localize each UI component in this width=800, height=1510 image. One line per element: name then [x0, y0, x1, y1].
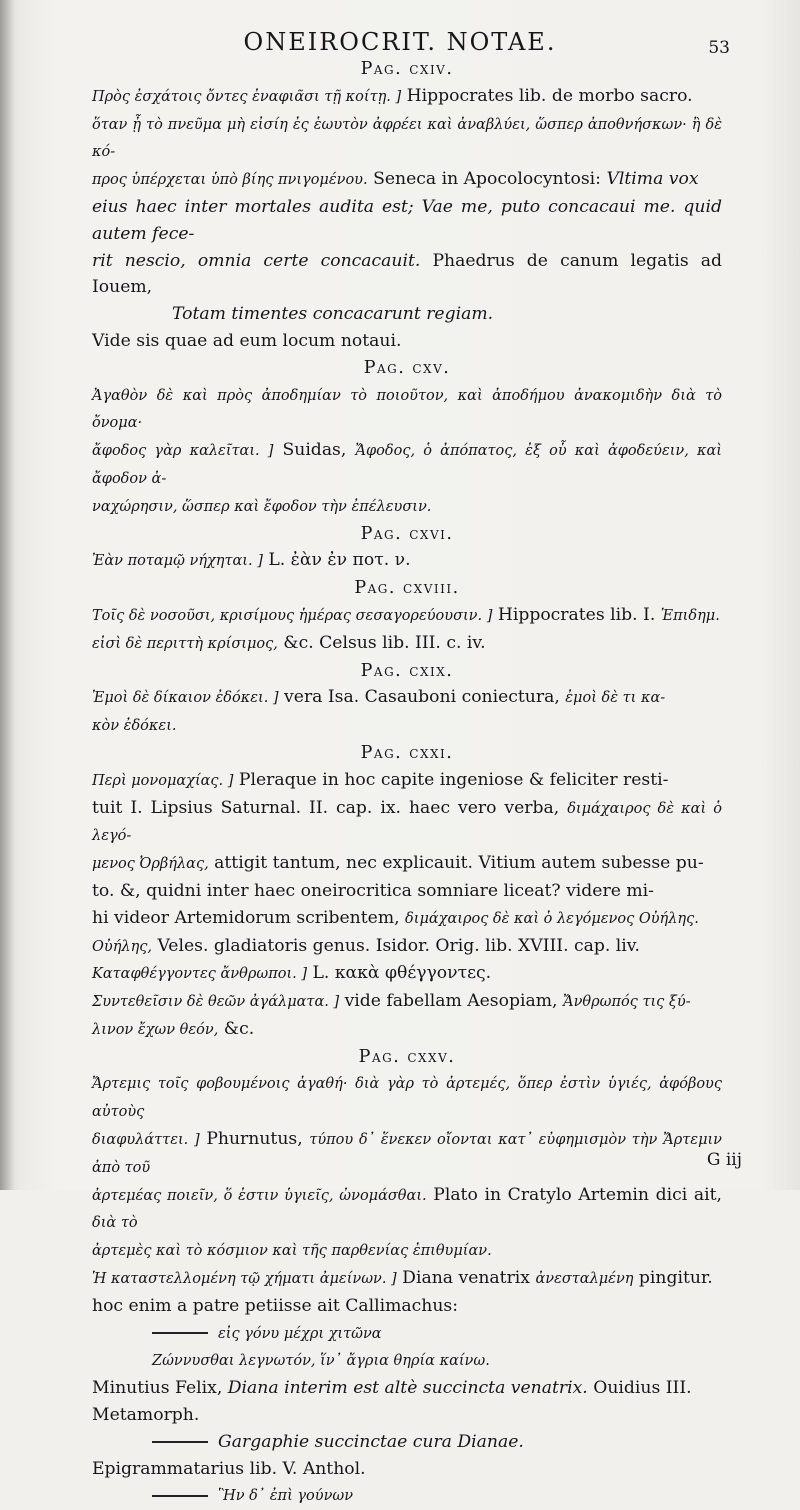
note-line [92, 1182, 722, 1238]
greek-lemma: μενος Ὀρβήλας, [92, 856, 209, 873]
note-line [92, 850, 722, 878]
note-line [92, 878, 722, 905]
note-line [92, 111, 722, 167]
greek-verse: εἰς γόνυ μέχρι χιτῶνα [218, 1325, 382, 1342]
latin-commentary: Pleraque in hoc capite ingeniose & feliciter resti- [233, 769, 669, 790]
note-line [92, 194, 722, 248]
note-line [92, 988, 722, 1016]
notes-body [92, 56, 722, 1510]
greek-lemma: Συντεθεῖσιν δὲ θεῶν ἀγάλματα. ] [92, 994, 340, 1011]
verse-rule [152, 1495, 208, 1497]
verse-rule [152, 1441, 208, 1443]
greek-lemma: εἰσὶ δὲ περιττὴ κρίσιμος, [92, 635, 278, 652]
greek-lemma: ἄφοδος γὰρ καλεῖται. ] [92, 443, 274, 460]
latin-commentary: Metamorph. [92, 1405, 200, 1426]
greek-lemma: Πρὸς ἐσχάτοις ὄντες ἐναφιᾶσι τῇ κοίτῃ. ] [92, 88, 402, 105]
page-reference-heading: Pag. cxviii. [354, 578, 460, 599]
greek-lemma: προς ὑπέρχεται ὑπὸ βίης πνιγομένου. [92, 172, 368, 189]
latin-commentary: L. κακὰ φθέγγοντες. [307, 963, 492, 984]
latin-commentary: to. &, quidni inter haec oneirocritica somniare liceat? videre mi- [92, 880, 654, 901]
latin-commentary: L. ἐὰν ἐν ποτ. ν. [262, 550, 411, 571]
latin-commentary: Suidas, [273, 440, 356, 461]
latin-commentary: attigit tantum, nec explicauit. Vitium autem subesse pu- [208, 853, 704, 874]
note-line [92, 712, 722, 740]
latin-commentary: vide fabellam Aesopiam, [339, 991, 563, 1012]
greek-citation: διὰ τὸ [92, 1215, 138, 1232]
note-line [92, 767, 722, 795]
verse-quotation: Gargaphie succinctae cura Dianae. [218, 1431, 524, 1452]
latin-commentary: hoc enim a patre petiisse ait Callimachus: [92, 1295, 458, 1316]
note-line [92, 933, 722, 961]
latin-commentary: Vide sis quae ad eum locum notaui. [92, 330, 402, 351]
greek-citation: διμάχαιρος δὲ καὶ ὁ λεγόμενος Οὐήλης. [405, 910, 699, 927]
note-line [92, 1070, 722, 1126]
greek-lemma: Ἐὰν ποταμῷ νήχηται. ] [92, 553, 263, 570]
running-head: ONEIROCRIT. NOTAE. [243, 28, 557, 56]
greek-citation: διμάχαιρος δὲ καὶ ὁ λεγό- [92, 800, 722, 845]
signature-mark: G iij [706, 1150, 742, 1170]
greek-lemma: Ἐμοὶ δὲ δίκαιον ἐδόκει. ] [92, 690, 279, 707]
note-line [92, 602, 722, 630]
greek-lemma: Ἄρτεμις τοῖς φοβουμένοις ἀγαθή· διὰ γὰρ τὸ ἀρτεμές, ὅπερ ἐστὶν ὑγιές, ἀφόβους αὐτοὺς [92, 1076, 722, 1121]
latin-commentary: Hippocrates lib. I. [492, 604, 661, 625]
latin-commentary: Veles. gladiatoris genus. Isidor. Orig. lib. XVIII. cap. liv. [152, 935, 640, 956]
note-line [92, 1429, 722, 1456]
italic-citation: Vltima vox [606, 169, 699, 190]
latin-commentary: Epigrammatarius lib. V. Anthol. [92, 1458, 366, 1479]
note-line [92, 1293, 722, 1320]
page-reference-heading: Pag. cxvi. [360, 523, 454, 544]
note-line [92, 1347, 722, 1375]
note-line [92, 83, 722, 111]
greek-lemma: Ἡ καταστελλομένη τῷ χήματι ἀμείνων. ] [92, 1271, 397, 1288]
greek-lemma: Οὐήλης, [92, 938, 152, 955]
verse-quotation: Totam timentes concacarunt regiam. [172, 304, 494, 325]
note-line [92, 382, 722, 438]
latin-commentary: hi videor Artemidorum scribentem, [92, 907, 406, 928]
note-line [92, 795, 722, 851]
latin-commentary: pingitur. [633, 1268, 713, 1289]
italic-citation: eius haec inter mortales audita est; Vae me, puto concacaui me. quid autem fece- [92, 196, 722, 244]
note-line [92, 1016, 722, 1044]
note-line [92, 1126, 722, 1182]
note-line [92, 547, 722, 575]
italic-citation: Diana interim est altè succincta venatrix. [227, 1378, 588, 1399]
latin-commentary: tuit I. Lipsius Saturnal. II. cap. ix. haec vero verba, [92, 797, 568, 818]
greek-lemma: ναχώρησιν, ὥσπερ καὶ ἔφοδον τὴν ἐπέλευσιν. [92, 498, 432, 515]
latin-commentary: Seneca in Apocolocyntosi: [367, 169, 607, 190]
note-line [92, 1456, 722, 1483]
latin-commentary: Phaedrus de canum legatis ad Iouem, [92, 250, 723, 298]
note-line [92, 328, 722, 355]
note-line [92, 493, 722, 521]
greek-lemma: Περὶ μονομαχίας. ] [92, 772, 234, 789]
note-line [92, 437, 722, 493]
note-line [92, 301, 722, 328]
note-line [92, 1482, 722, 1510]
page-reference-heading: Pag. cxxi. [360, 742, 454, 763]
greek-lemma: ὅταν ᾖ τὸ πνεῦμα μὴ εἰσίη ἐς ἑωυτὸν ἀφρέει καὶ ἀναβλύει, ὥσπερ ἀποθνήσκων· ἢ δὲ κό- [92, 116, 722, 161]
latin-commentary: vera Isa. Casauboni coniectura, [278, 687, 566, 708]
note-line [92, 1237, 722, 1265]
greek-lemma: ἀρτεμέας ποιεῖν, ὅ ἐστιν ὑγιεῖς, ὠνομάσθαι. [92, 1187, 427, 1204]
note-line [92, 248, 722, 302]
italic-citation: rit nescio, omnia certe concacauit. [92, 250, 421, 271]
latin-commentary: Ouidius III. [587, 1378, 692, 1399]
note-line [92, 905, 722, 933]
greek-lemma: λινον ἔχων θεόν, [92, 1021, 219, 1038]
latin-commentary: Diana venatrix [396, 1268, 536, 1289]
note-line [92, 1265, 722, 1293]
page-reference-heading: Pag. cxix. [360, 660, 454, 681]
note-line [92, 1320, 722, 1348]
greek-lemma: ἀρτεμὲς καὶ τὸ κόσμιον καὶ τῆς παρθενίας ἐπιθυμίαν. [92, 1243, 492, 1260]
latin-commentary: Minutius Felix, [92, 1378, 228, 1399]
page-number: 53 [708, 38, 730, 58]
greek-lemma: κὸν ἐδόκει. [92, 718, 177, 735]
greek-citation: ἐμοὶ δὲ τι κα- [565, 690, 666, 707]
greek-lemma: διαφυλάττει. ] [92, 1132, 200, 1149]
greek-verse: Ἣν δ᾽ ἐπὶ γούνων [218, 1488, 354, 1505]
note-line [92, 1402, 722, 1429]
page-reference-heading: Pag. cxiv. [360, 59, 454, 79]
latin-commentary: &c. Celsus lib. III. c. iv. [277, 632, 486, 653]
latin-commentary: Phurnutus, [199, 1129, 310, 1150]
greek-citation: Ἄνθρωπός τις ξύ- [562, 994, 691, 1011]
greek-lemma: Τοῖς δὲ νοσοῦσι, κρισίμους ἡμέρας σεσαγορεύουσιν. ] [92, 607, 493, 624]
note-line [92, 166, 722, 194]
page-gutter-shadow [0, 0, 14, 1190]
note-line [92, 960, 722, 988]
greek-lemma: Ἀγαθὸν δὲ καὶ πρὸς ἀποδημίαν τὸ ποιοῦτον, καὶ ἀποδήμου ἀνακομιδὴν διὰ τὸ ὄνομα· [92, 387, 722, 432]
greek-citation: τύπου δ᾽ ἕνεκεν οἴονται κατ᾽ εὐφημισμὸν τὴν Ἄρτεμιν ἀπὸ τοῦ [92, 1132, 722, 1176]
latin-commentary: &c. [218, 1018, 255, 1039]
greek-verse: Ζώννυσθαι λεγνωτόν, ἵν᾽ ἄγρια θηρία καίνω. [152, 1353, 490, 1370]
greek-citation: Ἐπιδημ. [660, 607, 720, 624]
page-reference-heading: Pag. cxxv. [358, 1046, 456, 1067]
greek-citation: Ἄφοδος, ὁ ἀπόπατος, ἐξ οὗ καὶ ἀφοδεύειν, καὶ ἄφοδον ἀ- [92, 443, 722, 487]
note-line [92, 630, 722, 658]
latin-commentary: Hippocrates lib. de morbo sacro. [401, 85, 693, 106]
page-reference-heading: Pag. cxv. [363, 357, 451, 378]
greek-citation: ἀνεσταλμένη [535, 1271, 634, 1288]
greek-lemma: Καταφθέγγοντες ἄνθρωποι. ] [92, 966, 308, 983]
latin-commentary: Plato in Cratylo Artemin dici ait, [426, 1184, 722, 1205]
verse-rule [152, 1332, 208, 1334]
note-line [92, 684, 722, 712]
note-line [92, 1375, 722, 1402]
